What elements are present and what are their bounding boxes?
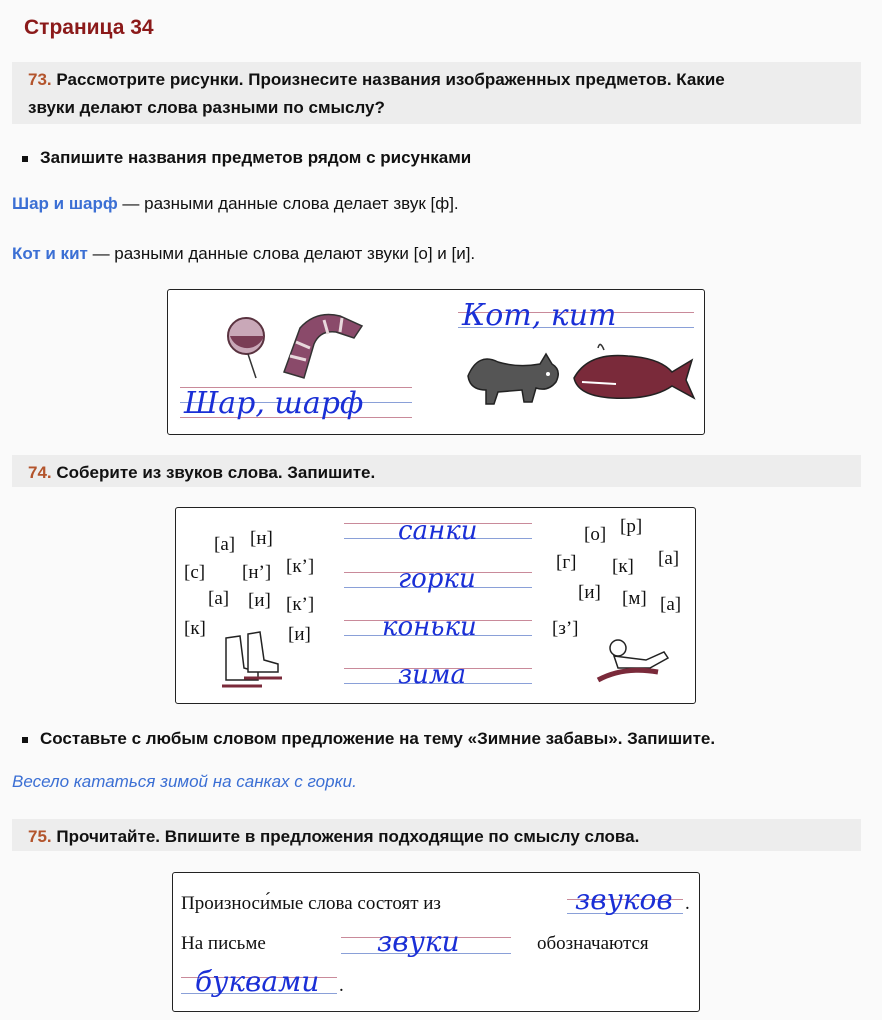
sound-card: [з’] [552, 618, 579, 639]
sound-card: [н] [250, 528, 273, 549]
sound-card: [а] [214, 534, 236, 555]
balloon-icon [220, 312, 280, 382]
sound-card: [о] [584, 524, 607, 545]
task-73-text-line1: Рассмотрите рисунки. Произнесите названия изображенных предметов. Какие [56, 70, 725, 89]
task-74-number: 74. [28, 463, 52, 482]
answer-1-rest: — разными данные слова делает звук [ф]. [117, 194, 459, 213]
task-73-header [12, 62, 861, 124]
filled-word-3: буквами [195, 965, 320, 998]
task-73-answer-1 [12, 194, 459, 214]
sound-card: [а] [208, 588, 230, 609]
sound-card: [к] [184, 618, 206, 639]
answer-2-words: Кот и кит [12, 244, 88, 263]
sound-card: [к] [612, 556, 634, 577]
answer-2-rest: — разными данные слова делают звуки [о] и [и]. [87, 244, 476, 263]
task-74-bullet: Составьте с любым словом предложение на тему «Зимние забавы». Запишите. [22, 729, 715, 749]
assembled-word: зима [398, 660, 466, 690]
task-74-header [12, 455, 861, 487]
cat-icon [458, 346, 568, 410]
sound-card: [м] [622, 588, 647, 609]
assembled-word: горки [398, 564, 476, 594]
task-73-number: 73. [28, 70, 52, 89]
sound-card: [и] [578, 582, 601, 603]
task-75-number: 75. [28, 827, 52, 846]
skates-icon [218, 628, 284, 692]
sentence-2-start: На письме [181, 933, 266, 954]
handwritten-answer-right: Кот, кит [462, 298, 617, 333]
task-73-text-line2: звуки делают слова разными по смыслу? [28, 98, 385, 117]
filled-word-2: звуки [377, 925, 460, 958]
filled-word-1: звуков [575, 883, 673, 916]
assembled-word: санки [398, 516, 478, 546]
task-75-header [12, 819, 861, 851]
task-75-fill-panel: Произноси́мые слова состоят из звуков . На письме звуки обозначаются буквами . [172, 872, 700, 1012]
task-74-answer: Весело кататься зимой на санках с горки. [12, 772, 357, 791]
task-74-text: Соберите из звуков слова. Запишите. [56, 463, 376, 482]
sound-card: [к’] [286, 594, 315, 615]
sentence-2-verb: обозначаются [537, 933, 649, 954]
sound-card: [р] [620, 516, 643, 537]
whale-icon [568, 342, 698, 408]
assembled-word: коньки [382, 612, 477, 642]
sledding-child-icon [594, 632, 674, 692]
task-73-picture-panel [167, 289, 705, 435]
page-title: Страница 34 [24, 16, 154, 39]
scarf-icon [276, 304, 372, 384]
task-73-answer-2 [12, 244, 475, 264]
task-75-text: Прочитайте. Впишите в предложения подходящие по смыслу слова. [56, 827, 640, 846]
task-73-bullet: Запишите названия предметов рядом с рисунками [22, 148, 471, 168]
sound-card: [а] [660, 594, 682, 615]
sound-card: [и] [248, 590, 271, 611]
sound-card: [г] [556, 552, 577, 573]
answer-1-words: Шар и шарф [12, 194, 118, 213]
task-74-sound-panel [175, 507, 696, 704]
handwritten-answer-left: Шар, шарф [184, 386, 364, 421]
sound-card: [и] [288, 624, 311, 645]
sound-card: [н’] [242, 562, 272, 583]
sound-card: [к’] [286, 556, 315, 577]
sentence-1-start: Произноси́мые слова состоят из [181, 893, 441, 914]
sound-card: [с] [184, 562, 206, 583]
sound-card: [а] [658, 548, 680, 569]
